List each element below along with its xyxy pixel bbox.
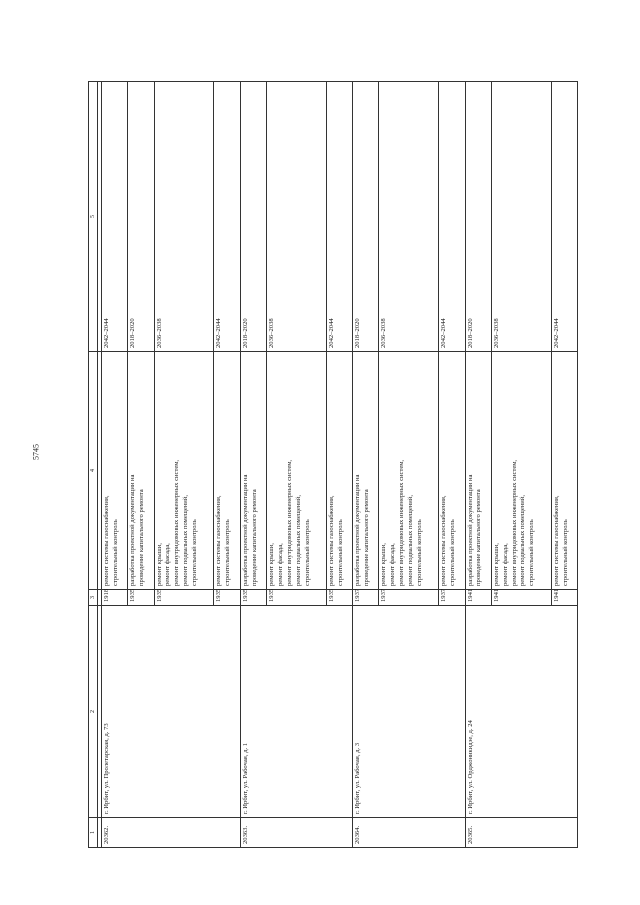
planned-period: 2036–2038 (379, 82, 439, 352)
construction-year: 1937 (353, 590, 379, 606)
table-body (89, 82, 578, 848)
work-types: ремонт крыши, ремонт фасада, ремонт внутридомовых инженерных систем, ремонт подвальных помещений, строительный контроль (154, 352, 214, 590)
planned-period: 2036–2038 (154, 82, 214, 352)
construction-year: 1935 (266, 590, 326, 606)
work-types: ремонт системы газоснабжения, строительный контроль (326, 352, 352, 590)
planned-period: 2042–2044 (551, 82, 577, 352)
header-cell: 1 (89, 818, 98, 848)
construction-year: 1935 (326, 590, 352, 606)
planned-period: 2018–2020 (240, 82, 266, 352)
planned-period: 2018–2020 (128, 82, 154, 352)
construction-year: 1941 (491, 590, 551, 606)
table-row (102, 82, 128, 848)
header-row (89, 82, 98, 848)
building-address: г. Ирбит, ул. Рабочая, д. 1 (240, 606, 352, 818)
work-types: ремонт системы газоснабжения, строительный контроль (551, 352, 577, 590)
building-address: г. Ирбит, ул. Орджоникидзе, д. 24 (465, 606, 578, 818)
construction-year: 1935 (240, 590, 266, 606)
construction-year: 1935 (128, 590, 154, 606)
planned-period: 2018–2020 (465, 82, 491, 352)
construction-year: 1935 (214, 590, 240, 606)
work-types: ремонт системы газоснабжения, строительный контроль (439, 352, 465, 590)
table-row (240, 82, 266, 848)
work-types: ремонт системы газоснабжения, строительный контроль (102, 352, 128, 590)
page-number: 5745 (31, 444, 41, 460)
repair-schedule-table (88, 81, 578, 848)
construction-year: 1937 (379, 590, 439, 606)
construction-year: 1918 (102, 590, 128, 606)
building-address: г. Ирбит, ул. Рабочая, д. 3 (353, 606, 465, 818)
planned-period: 2042–2044 (214, 82, 240, 352)
construction-year: 1937 (439, 590, 465, 606)
work-types: разработка проектной документации на проведение капитального ремонта (240, 352, 266, 590)
work-types: разработка проектной документации на проведение капитального ремонта (465, 352, 491, 590)
rotated-table-container (88, 82, 578, 848)
work-types: ремонт крыши, ремонт фасада, ремонт внутридомовых инженерных систем, ремонт подвальных помещений, строительный контроль (266, 352, 326, 590)
item-number: 20365. (465, 818, 578, 848)
planned-period: 2042–2044 (326, 82, 352, 352)
construction-year: 1935 (154, 590, 214, 606)
planned-period: 2042–2044 (439, 82, 465, 352)
planned-period: 2042–2044 (102, 82, 128, 352)
planned-period: 2036–2038 (266, 82, 326, 352)
header-cell: 4 (89, 352, 98, 590)
table-row (465, 82, 491, 848)
planned-period: 2018–2020 (353, 82, 379, 352)
item-number: 20362. (102, 818, 241, 848)
work-types: ремонт системы газоснабжения, строительный контроль (214, 352, 240, 590)
item-number: 20364. (353, 818, 465, 848)
construction-year: 1941 (465, 590, 491, 606)
work-types: разработка проектной документации на проведение капитального ремонта (353, 352, 379, 590)
item-number: 20363. (240, 818, 352, 848)
header-cell: 2 (89, 606, 98, 818)
work-types: ремонт крыши, ремонт фасада, ремонт внутридомовых инженерных систем, ремонт подвальных помещений, строительный контроль (379, 352, 439, 590)
planned-period: 2036–2038 (491, 82, 551, 352)
work-types: ремонт крыши, ремонт фасада, ремонт внутридомовых инженерных систем, ремонт подвальных помещений, строительный контроль (491, 352, 551, 590)
header-cell: 5 (89, 82, 98, 352)
building-address: г. Ирбит, ул. Пролетарская, д. 73 (102, 606, 241, 818)
construction-year: 1941 (551, 590, 577, 606)
table-row (353, 82, 379, 848)
work-types: разработка проектной документации на проведение капитального ремонта (128, 352, 154, 590)
header-cell: 3 (89, 590, 98, 606)
